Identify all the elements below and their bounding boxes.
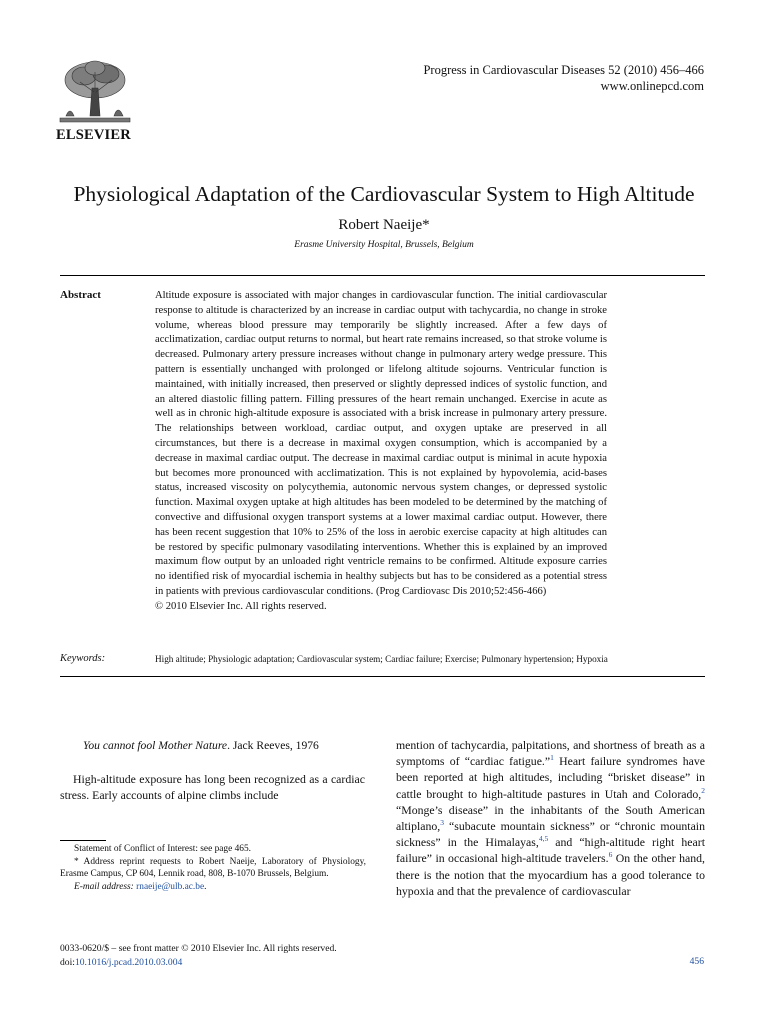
body-column-left xyxy=(60,771,365,803)
publisher-logo xyxy=(56,58,134,144)
doi-label: doi: xyxy=(60,957,75,968)
email-link[interactable]: rnaeije@ulb.ac.be xyxy=(136,881,205,892)
intro-paragraph: High-altitude exposure has long been recognized as a cardiac stress. Early accounts of alpine climbs include xyxy=(60,772,365,803)
footnote-address: * Address reprint requests to Robert Naeije, Laboratory of Physiology, Erasme Campus, CP 604, Lennik road, 808, B-1070 Brussels, Belgium. xyxy=(60,856,366,880)
citation-ref[interactable]: 6 xyxy=(608,850,613,860)
keywords-list: High altitude; Physiologic adaptation; Cardiovascular system; Cardiac failure; Exercise; Pulmonary hypertension; Hypoxia xyxy=(155,654,608,664)
citation-ref[interactable]: 3 xyxy=(440,818,444,828)
footnotes xyxy=(60,843,366,893)
email-end: . xyxy=(204,881,207,892)
text-run: mention of tachycardia, palpitations, and shortness of breath as a symptoms of “cardiac fatigue.” xyxy=(396,738,705,769)
abstract-copyright: © 2010 Elsevier Inc. All rights reserved. xyxy=(155,600,327,612)
abstract-text: Altitude exposure is associated with major changes in cardiovascular function. The initial cardiovascular response to altitude is characterized by an increase in cardiac output with tachycardia, no change in stroke volume, whereas blood pressure may temporarily be slightly increased. After a few days of acclimatization, cardiac output returns to normal, but heart rate remains increased, so that stroke volume is decreased. Pulmonary artery pressure increases without change in pulmonary artery wedge pressure. This pattern is essentially unchanged with prolonged or lifelong altitude sojourns. Ventricular function is maintained, with initially increased, then preserved or slightly depressed indices of systolic function, and an altered diastolic filling pattern. Filling pressures of the heart remain unchanged. Exercise in acute as well as in chronic high-altitude exposure is associated with a brisk increase in pulmonary artery pressure. The relationships between workload, cardiac output, and oxygen uptake are preserved in all circumstances, but there is a decrease in maximal oxygen consumption, which is accompanied by a decrease in maximal cardiac output. The decrease in maximal cardiac output is minimal in acute hypoxia but becomes more pronounced with acclimatization. This is not explained by hypovolemia, acid-bases status, increased viscosity on polycythemia, autonomic nervous system changes, or depressed systolic function. Maximal oxygen uptake at high altitudes has been modeled to be determined by the matching of convective and diffusional oxygen transport systems at a lower maximal cardiac output. However, there has been recent suggestion that 10% to 25% of the loss in aerobic exercise capacity at high altitudes can be restored by specific pulmonary vasodilating interventions. Whether this is explained by an improved maximum flow output by an unloaded right ventricle remains to be confirmed. Altitude exposure carries no identified risk of myocardial ischemia in healthy subjects but has to be considered as a potential stress in patients with previous cardiovascular conditions. (Prog Cardiovasc Dis 2010;52:456-466) xyxy=(155,290,607,597)
journal-website[interactable]: www.onlinepcd.com xyxy=(600,79,704,93)
body-column-right xyxy=(396,737,705,899)
elsevier-tree-icon xyxy=(56,58,134,126)
doi-line xyxy=(60,956,337,970)
footnote-email xyxy=(60,881,366,894)
continued-paragraph xyxy=(396,737,705,899)
article-author: Robert Naeije* xyxy=(338,217,430,233)
abstract-label: Abstract xyxy=(60,289,101,301)
citation-ref[interactable]: 4,5 xyxy=(538,834,549,844)
epigraph-attribution: . Jack Reeves, 1976 xyxy=(227,739,319,752)
keywords-bottom-rule xyxy=(60,676,705,677)
footnote-conflict: Statement of Conflict of Interest: see page 465. xyxy=(74,844,252,854)
publisher-logo-text: ELSEVIER xyxy=(56,127,131,143)
text-run: On the other hand, there is the notion that the myocardium has a good tolerance to hypoxia and that the prevalence of cardiovascular xyxy=(396,851,705,898)
page-footer xyxy=(60,942,337,970)
citation-ref[interactable]: 2 xyxy=(701,785,705,795)
text-run: and “high-altitude right heart failure” in occasional high-altitude travelers. xyxy=(396,835,705,866)
journal-citation: Progress in Cardiovascular Diseases 52 (2010) 456–466 xyxy=(423,63,704,77)
citation-ref[interactable]: 1 xyxy=(550,753,554,763)
text-run: “Monge’s disease” in the inhabitants of the South American altiplano, xyxy=(396,802,705,834)
footnote-rule xyxy=(60,840,106,841)
abstract-top-rule xyxy=(60,275,705,276)
text-run: Heart failure syndromes have been reported at high altitudes, including “brisket disease” in cattle brought to high-altitude pastures in Utah and Colorado, xyxy=(396,754,705,801)
article-affiliation: Erasme University Hospital, Brussels, Belgium xyxy=(294,240,474,250)
issn-line: 0033-0620/$ – see front matter © 2010 Elsevier Inc. All rights reserved. xyxy=(60,943,337,954)
keywords-label: Keywords: xyxy=(60,653,106,664)
article-title: Physiological Adaptation of the Cardiovascular System to High Altitude xyxy=(73,182,695,206)
text-run: “subacute mountain sickness” or “chronic mountain sickness” in the Himalayas, xyxy=(396,819,705,850)
doi-link[interactable]: 10.1016/j.pcad.2010.03.004 xyxy=(74,957,183,968)
page-number: 456 xyxy=(689,956,704,967)
abstract-body xyxy=(155,289,607,615)
email-label: E-mail address: xyxy=(74,881,134,892)
journal-header xyxy=(423,62,704,94)
epigraph-quote: You cannot fool Mother Nature xyxy=(83,739,228,752)
epigraph xyxy=(83,739,319,752)
